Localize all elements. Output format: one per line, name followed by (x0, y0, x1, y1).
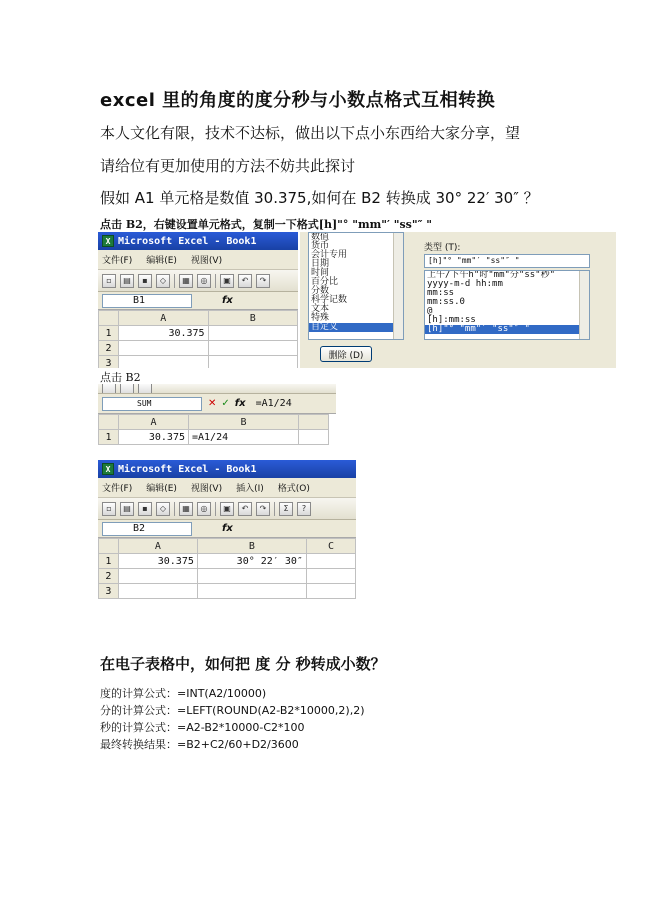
category-item[interactable]: 日期 (311, 259, 330, 269)
toolbar-separator (174, 274, 175, 288)
formula-minute: 分的计算公式：=LEFT(ROUND(A2-B2*10000,2),2) (100, 704, 365, 717)
type-item[interactable]: yyyy-m-d hh:mm (427, 279, 503, 289)
toolbar-separator (174, 502, 175, 516)
col-header-a[interactable]: A (118, 311, 208, 326)
cell-a2[interactable] (118, 569, 197, 584)
row-header-3[interactable]: 3 (99, 356, 119, 369)
excel-screenshot-1 (98, 232, 298, 368)
toolbar-separator (215, 502, 216, 516)
print-icon[interactable]: ▦ (179, 274, 193, 288)
step1-text: 点击 B2，右键设置单元格式，复制一下格式[h]"° "mm"′ "ss"″ " (100, 218, 433, 231)
cell-b2[interactable] (197, 569, 306, 584)
cancel-icon[interactable]: ✕ (208, 398, 217, 409)
formula-input[interactable]: =A1/24 (255, 398, 292, 409)
type-input[interactable]: [h]"° "mm"′ "ss"″ " (424, 254, 590, 268)
question-text: 假如 A1 单元格是数值 30.375,如何在 B2 转换成 30° 22′ 30″ ？ (100, 189, 539, 207)
paste-icon[interactable]: ▣ (220, 502, 234, 516)
cell-b1[interactable] (208, 326, 297, 341)
intro-line-2: 请给位有更加使用的方法不妨共此探讨 (100, 157, 356, 175)
category-item[interactable]: 科学记数 (311, 295, 348, 305)
toolbar-separator (274, 502, 275, 516)
formula-bar (98, 394, 336, 414)
type-label: 类型 (T): (424, 243, 461, 253)
cell-a1[interactable]: 30.375 (118, 554, 197, 569)
excel-menu-bar (98, 250, 298, 270)
redo-icon[interactable]: ↷ (256, 502, 270, 516)
col-header-c[interactable] (299, 415, 329, 430)
type-item[interactable]: [h]:mm:ss (427, 315, 476, 325)
preview-icon[interactable]: ◎ (197, 274, 211, 288)
open-folder-icon[interactable]: ▤ (120, 274, 134, 288)
excel-toolbar (98, 270, 298, 292)
category-scrollbar[interactable] (393, 233, 403, 339)
menu-file[interactable]: 文件(F) (102, 256, 133, 266)
type-item[interactable]: mm:ss.0 (427, 297, 465, 307)
print-icon[interactable]: ▦ (179, 502, 193, 516)
cell-a1[interactable]: 30.375 (118, 326, 208, 341)
toolbar-separator (215, 274, 216, 288)
excel-toolbar (98, 498, 356, 520)
cell-b2[interactable] (208, 341, 297, 356)
row-header-1[interactable]: 1 (99, 430, 119, 445)
type-list[interactable] (424, 270, 590, 340)
type-item[interactable]: 上午/下午h"时"mm"分"ss"秒" (427, 270, 556, 280)
formula-degree: 度的计算公式：=INT(A2/10000) (100, 687, 267, 700)
category-item[interactable]: 文本 (311, 304, 330, 314)
cell-c2[interactable] (306, 569, 355, 584)
permission-icon[interactable]: ◇ (156, 274, 170, 288)
toolbar-icon[interactable] (138, 384, 152, 394)
row-header-2[interactable]: 2 (99, 341, 119, 356)
formula-bar (98, 292, 298, 310)
undo-icon[interactable]: ↶ (238, 502, 252, 516)
cell-a3[interactable] (118, 584, 197, 599)
excel-titlebar (98, 460, 356, 478)
corner-cell[interactable] (99, 415, 119, 430)
excel-logo-icon: X (102, 235, 114, 247)
redo-icon[interactable]: ↷ (256, 274, 270, 288)
cell-b3[interactable] (208, 356, 297, 369)
category-item[interactable]: 会计专用 (311, 250, 348, 260)
excel-screenshot-3 (98, 460, 356, 600)
format-cells-dialog (300, 232, 616, 368)
cell-b1[interactable]: 30° 22′ 30″ (197, 554, 306, 569)
col-header-a[interactable]: A (118, 539, 197, 554)
cell-c1[interactable] (306, 554, 355, 569)
category-item[interactable]: 百分比 (311, 277, 339, 287)
preview-icon[interactable]: ◎ (197, 502, 211, 516)
name-box[interactable]: B2 (102, 522, 192, 536)
cell-c3[interactable] (306, 584, 355, 599)
row-header-1[interactable]: 1 (99, 554, 119, 569)
step2-text: 点击 B2 (100, 371, 141, 384)
excel-screenshot-2 (98, 384, 336, 452)
excel-app-title: Microsoft Excel - Book1 (118, 463, 257, 475)
cell-a2[interactable] (118, 341, 208, 356)
cell-b1[interactable]: =A1/24 (189, 430, 299, 445)
name-box[interactable]: B1 (102, 294, 192, 308)
col-header-c[interactable]: C (306, 539, 355, 554)
formula-second: 秒的计算公式：=A2-B2*10000-C2*100 (100, 721, 305, 734)
toolbar-icon[interactable] (120, 384, 134, 394)
col-header-b[interactable]: B (189, 415, 299, 430)
corner-cell[interactable] (99, 539, 119, 554)
corner-cell[interactable] (99, 311, 119, 326)
excel-toolbar-partial (98, 384, 336, 394)
name-box[interactable]: SUM (102, 397, 202, 411)
open-folder-icon[interactable]: ▤ (120, 502, 134, 516)
fx-icon[interactable]: fx (222, 295, 233, 306)
excel-app-title: Microsoft Excel - Book1 (118, 235, 257, 247)
type-item[interactable]: @ (427, 306, 433, 316)
type-scrollbar[interactable] (579, 271, 589, 339)
menu-view[interactable]: 视图(V) (190, 484, 223, 494)
row-header-1[interactable]: 1 (99, 326, 119, 341)
cell-c1[interactable] (299, 430, 329, 445)
section2-title: 在电子表格中，如何把 度 分 秒转成小数？ (100, 655, 386, 673)
paste-icon[interactable]: ▣ (220, 274, 234, 288)
intro-line-1: 本人文化有限，技术不达标，做出以下点小东西给大家分享，望 (100, 124, 521, 142)
cell-b3[interactable] (197, 584, 306, 599)
menu-insert[interactable]: 插入(I) (236, 484, 264, 494)
new-file-icon[interactable]: ▫ (102, 274, 116, 288)
sheet-grid (98, 414, 336, 445)
menu-file[interactable]: 文件(F) (102, 484, 133, 494)
formula-bar (98, 520, 356, 538)
save-icon[interactable]: ▪ (138, 274, 152, 288)
category-item[interactable]: 时间 (311, 268, 330, 278)
fx-icon[interactable]: fx (234, 398, 246, 409)
save-icon[interactable]: ▪ (138, 502, 152, 516)
enter-check-icon[interactable]: ✓ (221, 398, 230, 409)
excel-logo-icon: X (102, 463, 114, 475)
menu-format[interactable]: 格式(O) (277, 484, 310, 494)
undo-icon[interactable]: ↶ (238, 274, 252, 288)
type-item-selected[interactable]: [h]"° "mm"′ "ss"″ " (425, 325, 589, 334)
category-list[interactable] (308, 232, 404, 340)
toolbar-icon[interactable] (102, 384, 116, 394)
category-item[interactable]: 数值 (311, 232, 330, 242)
row-header-2[interactable]: 2 (99, 569, 119, 584)
help-icon[interactable]: ? (297, 502, 311, 516)
category-item[interactable]: 货币 (311, 241, 330, 251)
menu-edit[interactable]: 编辑(E) (146, 484, 177, 494)
col-header-b[interactable]: B (197, 539, 306, 554)
category-item-custom[interactable]: 自定义 (309, 323, 403, 332)
excel-menu-bar (98, 478, 356, 498)
row-header-3[interactable]: 3 (99, 584, 119, 599)
sheet-grid (98, 310, 298, 368)
type-item[interactable]: mm:ss (427, 288, 455, 298)
sheet-grid (98, 538, 356, 599)
autosum-icon[interactable]: Σ (279, 502, 293, 516)
doc-title: excel 里的角度的度分秒与小数点格式互相转换 (100, 90, 496, 111)
fx-icon[interactable]: fx (222, 523, 233, 534)
cell-a3[interactable] (118, 356, 208, 369)
formula-result: 最终转换结果：=B2+C2/60+D2/3600 (100, 738, 299, 751)
category-item[interactable]: 分数 (311, 286, 330, 296)
new-file-icon[interactable]: ▫ (102, 502, 116, 516)
menu-view[interactable]: 视图(V) (190, 256, 223, 266)
permission-icon[interactable]: ◇ (156, 502, 170, 516)
category-item[interactable]: 特殊 (311, 313, 330, 323)
col-header-b[interactable]: B (208, 311, 297, 326)
col-header-a[interactable]: A (119, 415, 189, 430)
menu-edit[interactable]: 编辑(E) (146, 256, 177, 266)
delete-button[interactable]: 删除 (D) (320, 346, 372, 362)
cell-a1[interactable]: 30.375 (119, 430, 189, 445)
excel-titlebar (98, 232, 298, 250)
